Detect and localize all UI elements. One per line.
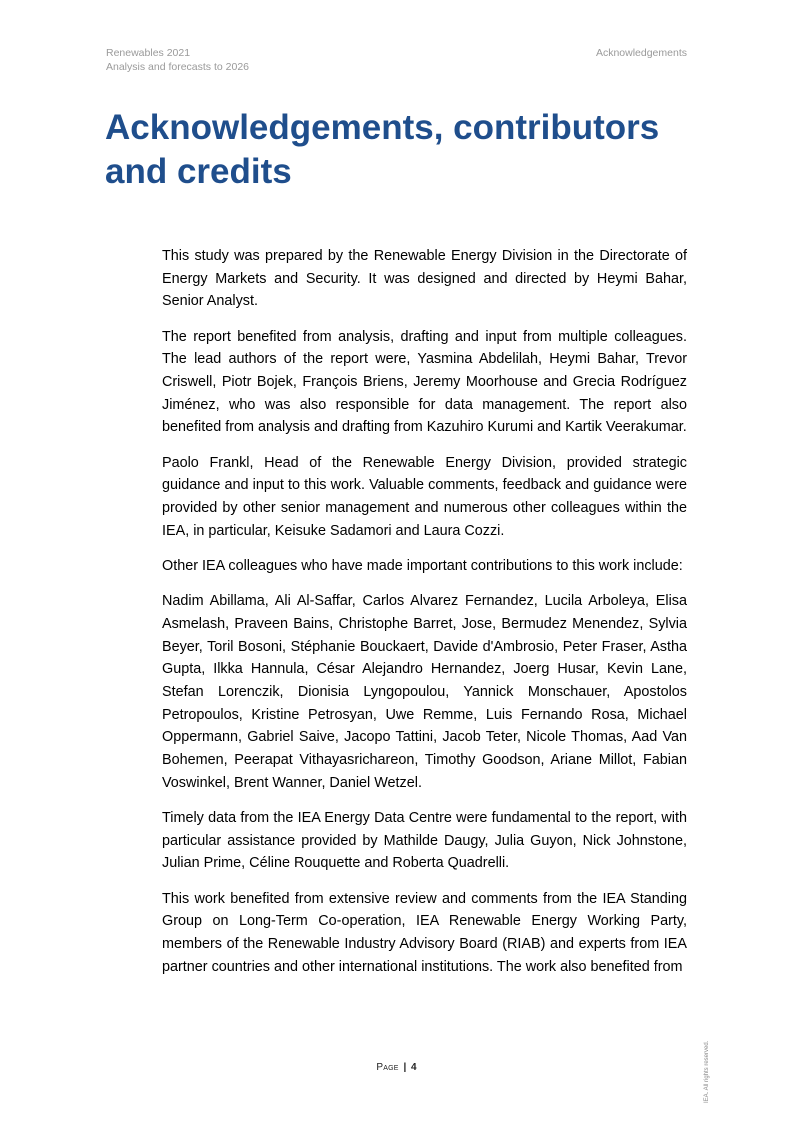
paragraph: Timely data from the IEA Energy Data Centre were fundamental to the report, with particular assistance provided by Mathilde Daugy, Julia Guyon, Nick Johnstone, Julian Prime, Céline Rouquette and Roberta Quadrelli. [162, 809, 687, 872]
paragraph: Paolo Frankl, Head of the Renewable Energy Division, provided strategic guidance and input to this work. Valuable comments, feedback and guidance were provided by other senior management and numerous other colleagues within the IEA, in particular, Keisuke Sadamori and Laura Cozzi. [162, 454, 687, 539]
section-header: Acknowledgements [595, 47, 687, 59]
paragraph: Other IEA colleagues who have made important contributions to this work include: [162, 557, 683, 574]
report-title: Renewables 2021 [106, 47, 191, 59]
page-number-value: 4 [411, 1062, 417, 1073]
paragraph: The report benefited from analysis, drafting and input from multiple colleagues. The lead authors of the report were, Yasmina Abdelilah, Heymi Bahar, Trevor Criswell, Piotr Bojek, François Briens, Jeremy Moorhouse and Grecia Rodríguez Jiménez, who was also responsible for data management. The report also benefited from analysis and drafting from Kazuhiro Kurumi and Kartik Veerakumar. [162, 328, 687, 436]
page-label: Page [376, 1062, 399, 1073]
page-title: Acknowledgements, contributors and credits [105, 108, 660, 191]
paragraph: Nadim Abillama, Ali Al-Saffar, Carlos Alvarez Fernandez, Lucila Arboleya, Elisa Asmelash, Praveen Bains, Christophe Barret, Jose, Bermudez Menendez, Sylvia Beyer, Toril Bosoni, Stéphanie Bouckaert, Davide d'Ambrosio, Peter Fraser, Astha Gupta, Ilkka Hannula, César Alejandro Hernandez, Joerg Husar, Kevin Lane, Stefan Lorenczik, Dionisia Lyngopoulou, Yannick Monschauer, Apostolos Petropoulos, Kristine Petrosyan, Uwe Remme, Luis Fernando Rosa, Michael Oppermann, Gabriel Saive, Jacopo Tattini, Jacob Teter, Nicole Thomas, Aad Van Bohemen, Peerapat Vithayasrichareon, Timothy Goodson, Ariane Millot, Fabian Voswinkel, Brent Wanner, Daniel Wetzel. [162, 593, 687, 791]
page-number [0, 1061, 793, 1075]
paragraph: This work benefited from extensive review and comments from the IEA Standing Group on Long-Term Co-operation, IEA Renewable Energy Working Party, members of the Renewable Industry Advisory Board (RIAB) and experts from IEA partner countries and other international institutions. The work also benefited from [162, 890, 687, 975]
page-separator: | [403, 1062, 407, 1073]
report-subtitle: Analysis and forecasts to 2026 [106, 61, 250, 73]
paragraph: This study was prepared by the Renewable Energy Division in the Directorate of Energy Markets and Security. It was designed and directed by Heymi Bahar, Senior Analyst. [162, 248, 687, 310]
rights-notice: IEA. All rights reserved. [704, 1040, 710, 1103]
body-text [162, 245, 687, 991]
running-header [106, 46, 249, 74]
